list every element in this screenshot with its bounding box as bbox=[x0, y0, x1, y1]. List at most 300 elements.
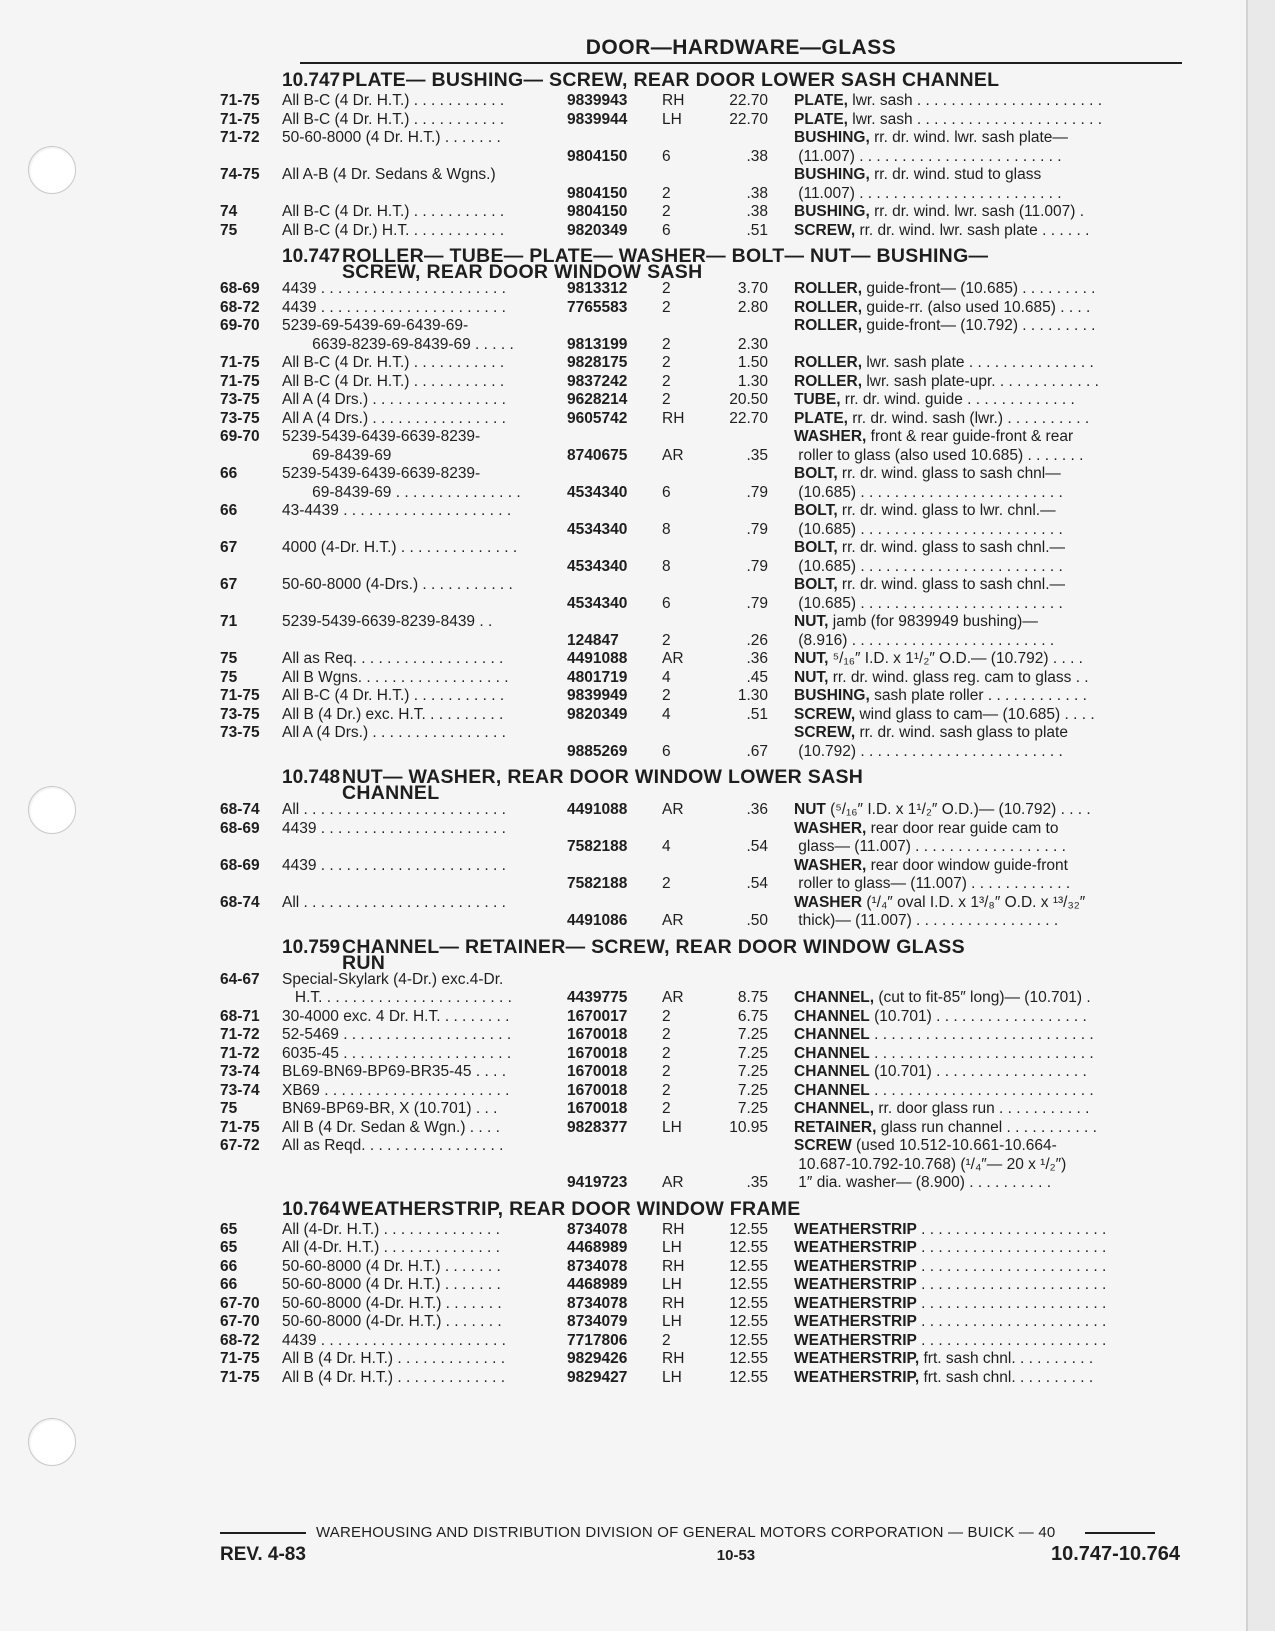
application: All B-C (4 Dr.) H.T. . . . . . . . . . . . bbox=[282, 221, 505, 239]
part-row bbox=[220, 1119, 1180, 1138]
revision-label: REV. 4-83 bbox=[220, 1544, 306, 1565]
description-text: guide-front— (10.792) . . . . . . . . . bbox=[862, 317, 1096, 334]
price: .67 bbox=[746, 742, 768, 760]
part-number: 9813312 bbox=[567, 280, 628, 297]
description bbox=[768, 521, 1180, 540]
application bbox=[282, 595, 567, 614]
model-year bbox=[220, 595, 282, 614]
quantity: 2 bbox=[662, 1081, 671, 1099]
section-title-line: WEATHERSTRIP, REAR DOOR WINDOW FRAME bbox=[342, 1197, 801, 1220]
description-keyword: WASHER, bbox=[794, 856, 867, 874]
description bbox=[768, 354, 1180, 373]
description-keyword: PLATE, bbox=[794, 110, 848, 128]
price: 12.55 bbox=[729, 1294, 768, 1312]
application: All B (4 Dr.) exc. H.T. . . . . . . . . . bbox=[282, 705, 504, 723]
description-keyword: ROLLER, bbox=[794, 372, 863, 390]
part-row bbox=[220, 1082, 1180, 1101]
quantity: LH bbox=[662, 1313, 682, 1330]
price: 22.70 bbox=[729, 92, 768, 109]
part-number: 9820349 bbox=[567, 705, 628, 723]
description-keyword: CHANNEL, bbox=[794, 989, 875, 1006]
price: .36 bbox=[746, 801, 768, 818]
model-year: 75 bbox=[220, 668, 238, 686]
price: 22.70 bbox=[729, 110, 768, 128]
description-text: rr. dr. wind. sash glass to plate bbox=[855, 724, 1068, 741]
application bbox=[282, 1156, 567, 1175]
model-year: 69-70 bbox=[220, 428, 260, 445]
application: BN69-BP69-BR, X (10.701) . . . bbox=[282, 1100, 498, 1117]
description-keyword: PLATE, bbox=[794, 92, 848, 109]
quantity: 2 bbox=[662, 875, 671, 892]
model-year: 71-72 bbox=[220, 1026, 260, 1043]
part-row bbox=[220, 166, 1180, 185]
section-title-line: CHANNEL— RETAINER— SCREW, REAR DOOR WINDOW GLASS bbox=[342, 935, 965, 958]
quantity: AR bbox=[662, 446, 684, 464]
application: All A (4 Drs.) . . . . . . . . . . . . . . . . bbox=[282, 409, 506, 427]
description-text: frt. sash chnl. . . . . . . . . . bbox=[919, 1350, 1094, 1367]
quantity bbox=[662, 129, 702, 148]
section-range: 10.747-10.764 bbox=[1050, 1543, 1180, 1565]
quantity bbox=[662, 820, 702, 839]
price: 7.25 bbox=[737, 1044, 768, 1062]
description-keyword: NUT, bbox=[794, 650, 829, 667]
quantity: 2 bbox=[662, 1007, 671, 1025]
model-year: 66 bbox=[220, 1276, 238, 1293]
quantity: RH bbox=[662, 92, 685, 109]
price bbox=[702, 465, 768, 484]
description-text: (10.685) . . . . . . . . . . . . . . . . . . . . . . . . bbox=[794, 594, 1063, 612]
model-year: 74 bbox=[220, 203, 238, 220]
binder-hole-middle bbox=[28, 786, 76, 834]
price: .79 bbox=[746, 483, 768, 501]
price: 20.50 bbox=[729, 391, 768, 408]
price bbox=[702, 576, 768, 595]
part-number: 9837242 bbox=[567, 372, 628, 390]
description-text: rr. dr. wind. glass to sash chnl.— bbox=[837, 539, 1066, 556]
description-keyword: WEATHERSTRIP bbox=[794, 1220, 917, 1238]
description-text: roller to glass (also used 10.685) . . . . . . . bbox=[794, 446, 1084, 464]
description-text: rr. dr. wind. glass to sash chnl— bbox=[837, 465, 1061, 482]
part-row bbox=[220, 971, 1180, 990]
model-year: 71-72 bbox=[220, 129, 260, 146]
price: .38 bbox=[746, 147, 768, 165]
quantity: 2 bbox=[662, 1026, 671, 1043]
quantity bbox=[662, 894, 702, 913]
part-number: 9885269 bbox=[567, 742, 628, 760]
part-number bbox=[567, 820, 662, 839]
section-header bbox=[220, 245, 1180, 283]
part-number bbox=[567, 576, 662, 595]
quantity: 4 bbox=[662, 838, 671, 855]
application bbox=[282, 185, 567, 204]
description-text: lwr. sash plate-upr. . . . . . . . . . . . . bbox=[862, 372, 1099, 390]
part-number bbox=[567, 1137, 662, 1156]
part-number: 4491088 bbox=[567, 650, 628, 667]
description-keyword: SCREW, bbox=[794, 705, 856, 723]
description bbox=[768, 706, 1180, 725]
part-row bbox=[220, 521, 1180, 540]
price: .51 bbox=[746, 705, 768, 723]
part-number bbox=[567, 894, 662, 913]
description-text: guide-front— (10.685) . . . . . . . . . bbox=[862, 280, 1096, 297]
part-number: 9820349 bbox=[567, 221, 628, 239]
model-year bbox=[220, 838, 282, 857]
price: 2.80 bbox=[737, 298, 768, 316]
application: All (4-Dr. H.T.) . . . . . . . . . . . . . . bbox=[282, 1239, 500, 1256]
section-title-line: PLATE— BUSHING— SCREW, REAR DOOR LOWER SASH CHANNEL bbox=[342, 69, 1000, 91]
description bbox=[768, 203, 1180, 222]
application: 6035-45 . . . . . . . . . . . . . . . . . . . . bbox=[282, 1044, 512, 1062]
part-number: 8734078 bbox=[567, 1257, 628, 1275]
description bbox=[768, 484, 1180, 503]
price: 2.30 bbox=[737, 335, 768, 353]
part-number: 9804150 bbox=[567, 147, 628, 165]
price: .79 bbox=[746, 594, 768, 612]
application: 4000 (4-Dr. H.T.) . . . . . . . . . . . . . . bbox=[282, 539, 518, 556]
description-text: rr. dr. wind. sash (lwr.) . . . . . . . . . . bbox=[847, 409, 1090, 427]
part-number: 1670017 bbox=[567, 1007, 628, 1025]
model-year bbox=[220, 912, 282, 931]
part-row bbox=[220, 502, 1180, 521]
quantity bbox=[662, 724, 702, 743]
description-keyword: ROLLER, bbox=[794, 280, 863, 297]
price bbox=[702, 129, 768, 148]
description bbox=[768, 801, 1180, 820]
model-year bbox=[220, 336, 282, 355]
price: .45 bbox=[746, 668, 768, 686]
application: All A-B (4 Dr. Sedans & Wgns.) bbox=[282, 166, 496, 183]
part-row bbox=[220, 1369, 1180, 1388]
description-text: 10.687-10.792-10.768) (¹/₄″— 20 x ¹/₂″) bbox=[794, 1155, 1067, 1173]
part-number: 9828175 bbox=[567, 354, 628, 371]
description-text: . . . . . . . . . . . . . . . . . . . . . . bbox=[916, 1313, 1107, 1330]
application bbox=[282, 558, 567, 577]
price: 8.75 bbox=[737, 989, 768, 1006]
model-year bbox=[220, 632, 282, 651]
part-row bbox=[220, 1350, 1180, 1369]
description bbox=[768, 650, 1180, 669]
quantity: 2 bbox=[662, 280, 671, 297]
application: 6639-8239-69-8439-69 . . . . . bbox=[282, 335, 514, 353]
price: 12.55 bbox=[729, 1220, 768, 1238]
part-row bbox=[220, 222, 1180, 241]
application: 4439 . . . . . . . . . . . . . . . . . . . . . . bbox=[282, 1331, 506, 1349]
part-number: 7717806 bbox=[567, 1331, 628, 1349]
part-row bbox=[220, 1137, 1180, 1156]
model-year bbox=[220, 875, 282, 894]
price: 12.55 bbox=[729, 1350, 768, 1367]
description-text: (10.685) . . . . . . . . . . . . . . . . . . . . . . . . bbox=[794, 483, 1063, 501]
description bbox=[768, 820, 1180, 839]
section-header bbox=[220, 1199, 1180, 1221]
model-year: 68-71 bbox=[220, 1007, 260, 1025]
description bbox=[768, 1258, 1180, 1277]
model-year: 73-74 bbox=[220, 1081, 260, 1099]
quantity bbox=[662, 465, 702, 484]
description bbox=[768, 875, 1180, 894]
part-number: 1670018 bbox=[567, 1063, 628, 1080]
description-text: rr. dr. wind. glass to lwr. chnl.— bbox=[837, 502, 1056, 519]
part-number: 9839944 bbox=[567, 110, 628, 128]
price: 12.55 bbox=[729, 1313, 768, 1330]
part-row bbox=[220, 1156, 1180, 1175]
part-number: 8734078 bbox=[567, 1294, 628, 1312]
application: All (4-Dr. H.T.) . . . . . . . . . . . . . . bbox=[282, 1220, 500, 1238]
section-title bbox=[342, 70, 1180, 92]
description-keyword: NUT bbox=[794, 801, 826, 818]
part-number: 8734079 bbox=[567, 1313, 628, 1330]
description-text: front & rear guide-front & rear bbox=[866, 428, 1074, 445]
part-row bbox=[220, 875, 1180, 894]
quantity: LH bbox=[662, 1239, 682, 1256]
description-text: (10.701) . . . . . . . . . . . . . . . . . . bbox=[869, 1063, 1087, 1080]
model-year: 71-75 bbox=[220, 1368, 260, 1386]
model-year: 68-74 bbox=[220, 893, 260, 911]
part-row bbox=[220, 111, 1180, 130]
price bbox=[702, 317, 768, 336]
quantity: 2 bbox=[662, 1100, 671, 1117]
price bbox=[702, 1156, 768, 1175]
description-text: rr. dr. wind. lwr. sash plate . . . . . . bbox=[855, 221, 1090, 239]
model-year: 73-75 bbox=[220, 724, 260, 741]
quantity: 6 bbox=[662, 147, 671, 165]
application: 4439 . . . . . . . . . . . . . . . . . . . . . . bbox=[282, 280, 506, 297]
quantity: 6 bbox=[662, 483, 671, 501]
model-year bbox=[220, 558, 282, 577]
price: 3.70 bbox=[737, 280, 768, 297]
quantity: 4 bbox=[662, 668, 671, 686]
application bbox=[282, 148, 567, 167]
model-year: 68-72 bbox=[220, 298, 260, 316]
description-keyword: SCREW, bbox=[794, 724, 856, 741]
price: 1.50 bbox=[737, 354, 768, 371]
price: .54 bbox=[746, 838, 768, 855]
price bbox=[702, 613, 768, 632]
application bbox=[282, 632, 567, 651]
part-number: 9828377 bbox=[567, 1118, 628, 1136]
description bbox=[768, 222, 1180, 241]
model-year: 67-70 bbox=[220, 1313, 260, 1330]
quantity: AR bbox=[662, 912, 684, 929]
price bbox=[702, 971, 768, 990]
part-row bbox=[220, 1045, 1180, 1064]
part-number bbox=[567, 502, 662, 521]
part-number: 124847 bbox=[567, 631, 619, 649]
quantity: LH bbox=[662, 110, 682, 128]
part-number bbox=[567, 1156, 662, 1175]
application: All B-C (4 Dr. H.T.) . . . . . . . . . . . bbox=[282, 110, 505, 128]
description-text: (11.007) . . . . . . . . . . . . . . . . . . . . . . . . bbox=[794, 184, 1062, 202]
part-row bbox=[220, 1332, 1180, 1351]
part-number bbox=[567, 317, 662, 336]
price bbox=[702, 820, 768, 839]
application: 30-4000 exc. 4 Dr. H.T. . . . . . . . . bbox=[282, 1007, 510, 1025]
model-year: 71-75 bbox=[220, 1350, 260, 1367]
description bbox=[768, 687, 1180, 706]
description-text: frt. sash chnl. . . . . . . . . . bbox=[919, 1368, 1094, 1386]
application bbox=[282, 743, 567, 762]
model-year: 73-75 bbox=[220, 705, 260, 723]
part-number: 7582188 bbox=[567, 838, 628, 855]
application: XB69 . . . . . . . . . . . . . . . . . . . . . . bbox=[282, 1081, 510, 1099]
quantity: 6 bbox=[662, 594, 671, 612]
application: All B-C (4 Dr. H.T.) . . . . . . . . . . . bbox=[282, 354, 505, 371]
model-year: 68-74 bbox=[220, 801, 260, 818]
model-year: 71-75 bbox=[220, 110, 260, 128]
description-text: (¹/₄″ oval I.D. x 1³/₈″ O.D. x ¹³/₃₂″ bbox=[862, 893, 1086, 911]
description-text: (⁵/₁₆″ I.D. x 1¹/₂″ O.D.)— (10.792) . . . . bbox=[825, 801, 1091, 818]
quantity bbox=[662, 502, 702, 521]
part-row bbox=[220, 1258, 1180, 1277]
part-row bbox=[220, 336, 1180, 355]
quantity: RH bbox=[662, 1220, 685, 1238]
description-text: rr. dr. wind. glass to sash chnl.— bbox=[837, 576, 1066, 593]
description bbox=[768, 838, 1180, 857]
model-year: 71 bbox=[220, 613, 238, 630]
price: 1.30 bbox=[737, 372, 768, 390]
application: All B (4 Dr. Sedan & Wgn.) . . . . bbox=[282, 1118, 500, 1136]
description-text: thick)— (11.007) . . . . . . . . . . . . . . . . . bbox=[794, 912, 1059, 929]
price bbox=[702, 539, 768, 558]
description bbox=[768, 971, 1180, 990]
part-row bbox=[220, 280, 1180, 299]
description-text: glass run channel . . . . . . . . . . . bbox=[876, 1118, 1097, 1136]
section-header bbox=[220, 766, 1180, 804]
quantity: 2 bbox=[662, 1331, 671, 1349]
description bbox=[768, 912, 1180, 931]
description-text: rr. dr. wind. stud to glass bbox=[869, 166, 1042, 183]
application: All . . . . . . . . . . . . . . . . . . . . . . . . bbox=[282, 801, 506, 818]
description-text: lwr. sash . . . . . . . . . . . . . . . . . . . . . . bbox=[847, 92, 1103, 109]
model-year: 75 bbox=[220, 1100, 238, 1117]
description bbox=[768, 1026, 1180, 1045]
part-number bbox=[567, 613, 662, 632]
application: 50-60-8000 (4-Drs.) . . . . . . . . . . . bbox=[282, 576, 513, 593]
description-text: . . . . . . . . . . . . . . . . . . . . . . . . . . bbox=[869, 1026, 1094, 1043]
price: 10.95 bbox=[729, 1118, 768, 1136]
description-keyword: NUT, bbox=[794, 668, 829, 686]
description-keyword: RETAINER, bbox=[794, 1118, 877, 1136]
part-row bbox=[220, 613, 1180, 632]
price: 7.25 bbox=[737, 1026, 768, 1043]
description-keyword: CHANNEL bbox=[794, 1063, 870, 1080]
application: 5239-69-5439-69-6439-69- bbox=[282, 317, 469, 334]
description bbox=[768, 989, 1180, 1008]
part-row bbox=[220, 484, 1180, 503]
part-row bbox=[220, 1100, 1180, 1119]
quantity: RH bbox=[662, 1294, 685, 1312]
description bbox=[768, 1156, 1180, 1175]
model-year: 71-75 bbox=[220, 372, 260, 390]
price bbox=[702, 428, 768, 447]
description bbox=[768, 1008, 1180, 1027]
description bbox=[768, 857, 1180, 876]
model-year: 67 bbox=[220, 539, 238, 556]
quantity: 6 bbox=[662, 221, 671, 239]
part-number: 4491088 bbox=[567, 801, 628, 818]
price: .54 bbox=[746, 875, 768, 892]
quantity: 2 bbox=[662, 298, 671, 316]
model-year: 67-72 bbox=[220, 1137, 260, 1154]
description bbox=[768, 595, 1180, 614]
description-text: rear door rear guide cam to bbox=[866, 819, 1059, 837]
application: All B Wgns. . . . . . . . . . . . . . . . . . bbox=[282, 668, 509, 686]
part-number: 4468989 bbox=[567, 1276, 628, 1293]
description bbox=[768, 558, 1180, 577]
application: All B-C (4 Dr. H.T.) . . . . . . . . . . . bbox=[282, 203, 505, 220]
part-number bbox=[567, 129, 662, 148]
application: All B-C (4 Dr. H.T.) . . . . . . . . . . . bbox=[282, 687, 505, 704]
part-number: 1670018 bbox=[567, 1081, 628, 1099]
description-keyword: ROLLER, bbox=[794, 317, 863, 334]
price bbox=[702, 502, 768, 521]
description-text: rr. dr. wind. lwr. sash plate— bbox=[869, 129, 1068, 146]
part-number: 7582188 bbox=[567, 875, 628, 892]
price: .51 bbox=[746, 221, 768, 239]
binder-hole-top bbox=[28, 146, 76, 194]
description bbox=[768, 1063, 1180, 1082]
price: 6.75 bbox=[737, 1007, 768, 1025]
price bbox=[702, 1137, 768, 1156]
part-row bbox=[220, 632, 1180, 651]
application: All B-C (4 Dr. H.T.) . . . . . . . . . . . bbox=[282, 372, 505, 390]
description-keyword: WASHER bbox=[794, 893, 863, 911]
quantity: LH bbox=[662, 1276, 682, 1293]
application bbox=[282, 1174, 567, 1193]
part-row bbox=[220, 317, 1180, 336]
quantity: 2 bbox=[662, 1044, 671, 1062]
price: .35 bbox=[746, 446, 768, 464]
application: 50-60-8000 (4-Dr. H.T.) . . . . . . . bbox=[282, 1294, 502, 1312]
description bbox=[768, 410, 1180, 429]
price: 7.25 bbox=[737, 1081, 768, 1099]
quantity bbox=[662, 539, 702, 558]
part-row bbox=[220, 299, 1180, 318]
price: 12.55 bbox=[729, 1239, 768, 1256]
description-keyword: WEATHERSTRIP bbox=[794, 1257, 917, 1275]
model-year: 69-70 bbox=[220, 317, 260, 334]
part-number: 4534340 bbox=[567, 594, 628, 612]
quantity: LH bbox=[662, 1118, 682, 1136]
description-text: rr. dr. wind. lwr. sash (11.007) . bbox=[869, 203, 1085, 220]
description bbox=[768, 743, 1180, 762]
section-title bbox=[342, 1199, 1180, 1221]
part-number: 9839949 bbox=[567, 687, 628, 704]
part-row bbox=[220, 410, 1180, 429]
part-row bbox=[220, 650, 1180, 669]
quantity: 8 bbox=[662, 520, 671, 538]
part-row bbox=[220, 989, 1180, 1008]
model-year bbox=[220, 447, 282, 466]
part-row bbox=[220, 1008, 1180, 1027]
description bbox=[768, 299, 1180, 318]
description-keyword: BOLT, bbox=[794, 465, 838, 482]
application: H.T. . . . . . . . . . . . . . . . . . . . . . . bbox=[282, 989, 512, 1006]
part-number bbox=[567, 539, 662, 558]
quantity: 2 bbox=[662, 687, 671, 704]
quantity: 2 bbox=[662, 631, 671, 649]
section-number: 10.747 bbox=[282, 246, 341, 267]
description-keyword: NUT, bbox=[794, 613, 829, 630]
description-text: . . . . . . . . . . . . . . . . . . . . . . bbox=[916, 1276, 1107, 1293]
part-number: 4491086 bbox=[567, 912, 628, 929]
description-keyword: WEATHERSTRIP bbox=[794, 1294, 917, 1312]
footer-rule-left bbox=[220, 1532, 306, 1534]
description bbox=[768, 336, 1180, 355]
model-year: 74-75 bbox=[220, 166, 260, 183]
description-text: (10.701) . . . . . . . . . . . . . . . . . . bbox=[869, 1007, 1087, 1025]
part-row bbox=[220, 669, 1180, 688]
